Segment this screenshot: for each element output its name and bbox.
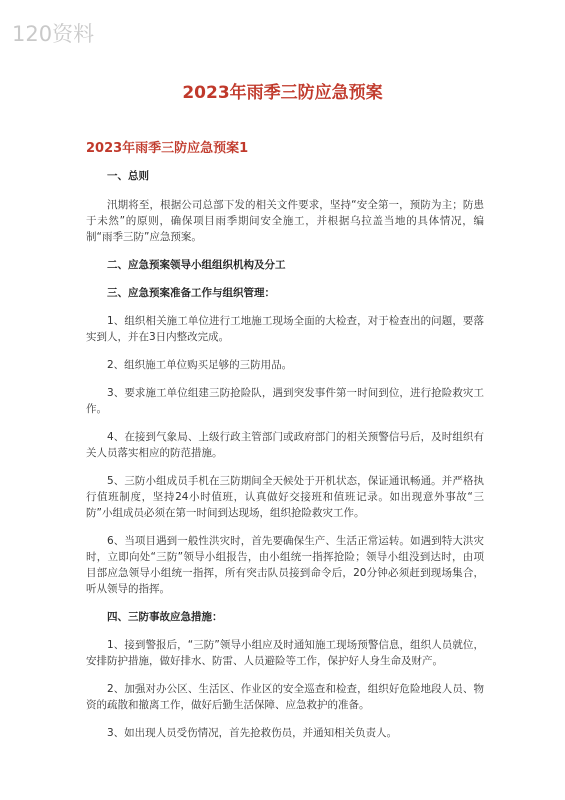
watermark-logo: 120资料 — [12, 22, 95, 46]
paragraph-prep-2: 2、组织施工单位购买足够的三防用品。 — [107, 359, 293, 371]
document-body — [86, 168, 484, 741]
paragraph-general: 汛期将至，根据公司总部下发的相关文件要求，坚持“安全第一，预防为主；防患于未然”的原则，确保项目雨季期间安全施工，并根据乌拉盖当地的具体情况，编制“雨季三防”应急预案。 — [86, 199, 484, 243]
document-title: 2023年雨季三防应急预案 — [182, 83, 383, 103]
section-title: 2023年雨季三防应急预案1 — [86, 141, 249, 156]
paragraph-prep-5: 5、三防小组成员手机在三防期间全天候处于开机状态，保证通讯畅通。并严格执行值班制度，坚持24小时值班，认真做好交接班和值班记录。如出现意外事故“三防”小组成员必须在第一时间到达现场，组织抢险救灾工作。 — [86, 475, 484, 519]
paragraph-prep-6: 6、当项目遇到一般性洪灾时，首先要确保生产、生活正常运转。如遇到特大洪灾时，立即向处“三防”领导小组报告，由小组统一指挥抢险；领导小组没到达时，由项目部应急领导小组统一指挥，所有突击队员接到命令后，20分钟必须赶到现场集合，听从领导的指挥。 — [86, 535, 484, 595]
paragraph-measure-3: 3、如出现人员受伤情况，首先抢救伤员，并通知相关负责人。 — [107, 727, 398, 739]
paragraph-prep-3: 3、要求施工单位组建三防抢险队，遇到突发事件第一时间到位，进行抢险救灾工作。 — [86, 387, 484, 415]
paragraph-measure-2: 2、加强对办公区、生活区、作业区的安全巡查和检查，组织好危险地段人员、物资的疏散和撤离工作，做好后勤生活保障、应急救护的准备。 — [86, 683, 484, 711]
heading-general: 一、总则 — [107, 170, 149, 182]
heading-organization: 二、应急预案领导小组组织机构及分工 — [107, 259, 286, 271]
paragraph-prep-4: 4、在接到气象局、上级行政主管部门或政府部门的相关预警信号后，及时组织有关人员落实相应的防范措施。 — [86, 431, 484, 459]
paragraph-measure-1: 1、接到警报后，“三防”领导小组应及时通知施工现场预警信息，组织人员就位，安排防护措施，做好排水、防雷、人员避险等工作，保护好人身生命及财产。 — [86, 639, 484, 667]
heading-measures: 四、三防事故应急措施： — [107, 611, 223, 623]
heading-preparation: 三、应急预案准备工作与组织管理： — [107, 287, 275, 299]
paragraph-prep-1: 1、组织相关施工单位进行工地施工现场全面的大检查，对于检查出的问题，要落实到人，并在3日内整改完成。 — [86, 315, 484, 343]
